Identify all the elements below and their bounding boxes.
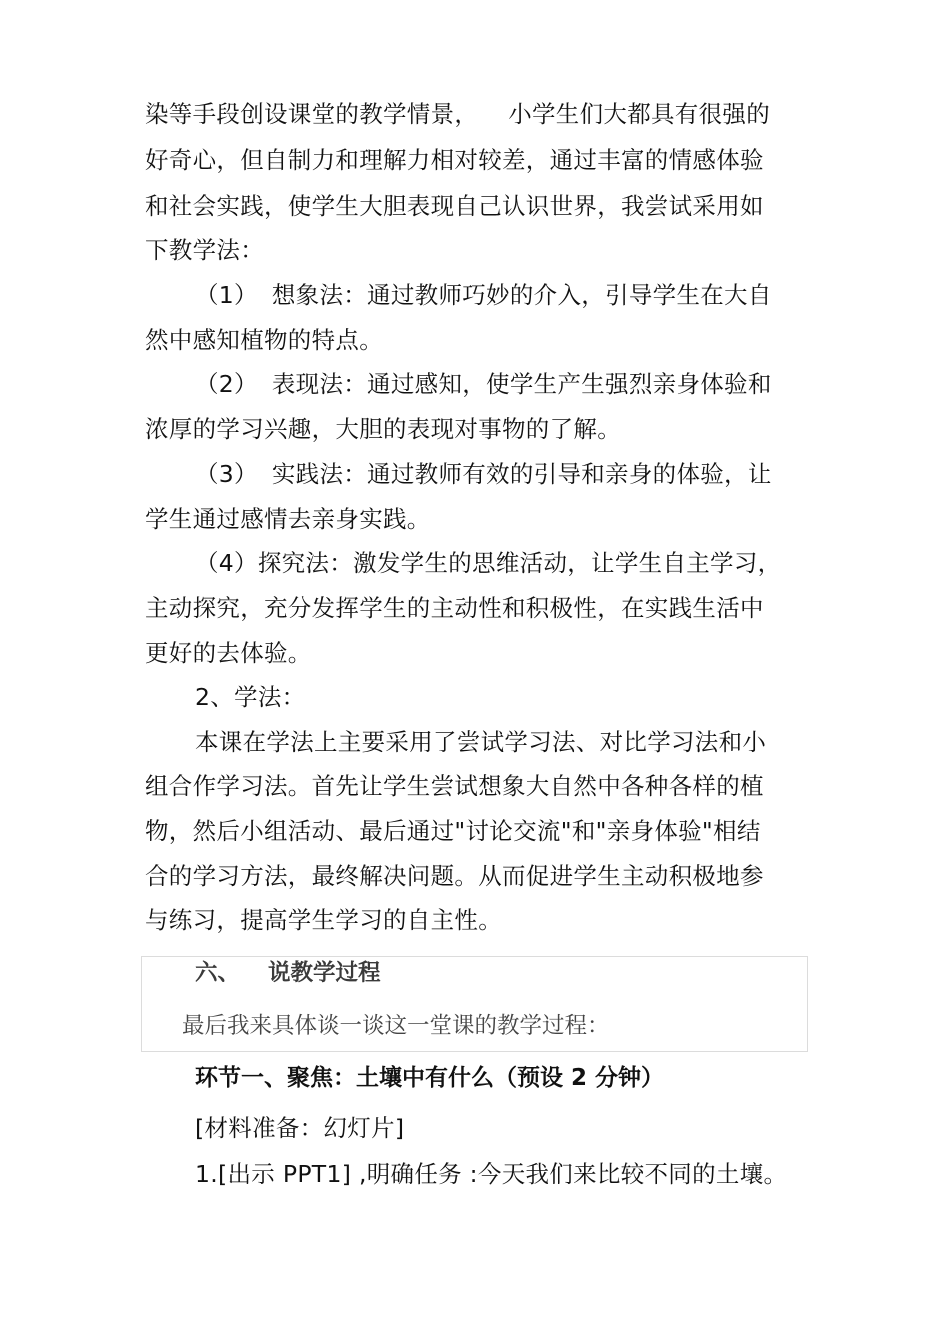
text-line: 更好的去体验。 (145, 639, 312, 667)
materials-line: [材料准备：幻灯片] (195, 1114, 405, 1142)
text-line: 学生通过感情去亲身实践。 (145, 505, 431, 533)
method-number: （4） (195, 549, 258, 577)
text-line: 合的学习方法，最终解决问题。从而促进学生主动积极地参 (145, 862, 764, 890)
method-item (195, 452, 815, 496)
text-line: 主动探究，充分发挥学生的主动性和积极性，在实践生活中 (145, 594, 764, 622)
text-line: 与练习，提高学生学习的自主性。 (145, 906, 502, 934)
method-text: 探究法：激发学生的思维活动，让学生自主学习， (257, 549, 782, 577)
text-line: 然中感知植物的特点。 (145, 326, 383, 354)
text-line: 下教学法： (145, 236, 264, 264)
text-line: 浓厚的学习兴趣，大胆的表现对事物的了解。 (145, 415, 621, 443)
text-fragment: 小学生们大都具有很强的 (508, 100, 771, 128)
text-line (145, 92, 815, 136)
method-number: （1） (195, 281, 258, 309)
section-title (195, 953, 381, 993)
step-item: 1.[出示 PPT1] ,明确任务 :今天我们来比较不同的土壤。 (195, 1160, 788, 1188)
method-item (195, 362, 815, 406)
text-line: 物，然后小组活动、最后通过"讨论交流"和"亲身体验"相结 (145, 817, 761, 845)
method-number: （2） (195, 370, 258, 398)
text-line: 组合作学习法。首先让学生尝试想象大自然中各种各样的植 (145, 772, 764, 800)
section-title-text: 说教学过程 (268, 960, 381, 986)
method-number: （3） (195, 460, 258, 488)
section-intro: 最后我来具体谈一谈这一堂课的教学过程： (182, 1013, 610, 1039)
method-text: 实践法：通过教师有效的引导和亲身的体验，让 (271, 460, 772, 488)
section-heading: 2、学法： (195, 683, 306, 711)
text-line: 本课在学法上主要采用了尝试学习法、对比学习法和小 (195, 728, 767, 756)
section-number: 六、 (195, 960, 241, 986)
text-fragment: 染等手段创设课堂的教学情景， (145, 100, 479, 128)
method-text: 表现法：通过感知，使学生产生强烈亲身体验和 (271, 370, 772, 398)
text-line: 好奇心，但自制力和理解力相对较差，通过丰富的情感体验 (145, 146, 764, 174)
method-item (195, 541, 815, 585)
method-item (195, 273, 815, 317)
text-line: 和社会实践，使学生大胆表现自己认识世界，我尝试采用如 (145, 192, 764, 220)
step-title: 环节一、聚焦：土壤中有什么（预设 2 分钟） (195, 1065, 665, 1091)
method-text: 想象法：通过教师巧妙的介入，引导学生在大自 (271, 281, 772, 309)
